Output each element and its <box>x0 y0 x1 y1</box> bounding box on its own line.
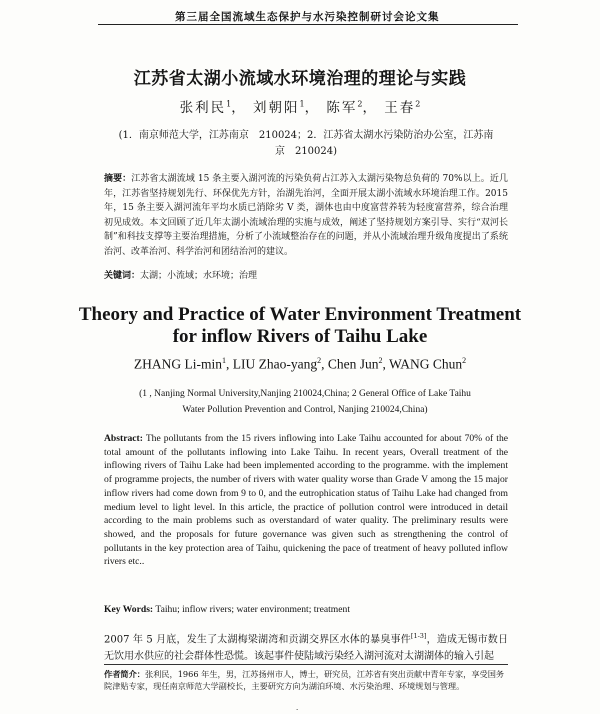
chinese-abstract-label: 摘要： <box>104 174 132 184</box>
author-name: Chen Jun <box>327 356 379 372</box>
chinese-authors: 张利民$^1$， 刘朝阳$^1$， 陈军$^2$， 王春$^2$ <box>179 99 421 116</box>
author-name: 王春 <box>384 100 416 116</box>
english-keywords <box>104 604 508 615</box>
author-sup: 1 <box>299 99 305 109</box>
author-sup: 2 <box>415 99 421 109</box>
chinese-affiliation: (1．南京师范大学，江苏南京 210024；2．江苏省太湖水污染防治办公室，江苏南京 210024) <box>118 130 494 157</box>
chinese-keywords <box>104 268 508 281</box>
english-title-line-2: for inflow Rivers of Taihu Lake <box>172 326 428 347</box>
author-sup: 2 <box>378 356 383 365</box>
body-text-end: ，造成无锡市数日无饮用水供应的社会群体性恐慌。该起事件使陆域污染经入湖河流对太湖湖体的输入引起 <box>104 634 509 663</box>
chinese-keywords-label: 关键词： <box>104 271 141 281</box>
page-mark: · <box>296 706 299 714</box>
chinese-keywords-text: 太湖；小流域；水环境；治理 <box>140 271 258 281</box>
author-name: ZHANG Li-min <box>133 356 222 372</box>
author-sup: 1 <box>222 356 226 365</box>
english-abstract-text: The pollutants from the 15 rivers inflowing into Lake Taihu accounted for about 70% of the total amount of the pollutants inflowing into Lake Taihu. In recent years, Overall treatment of the inflowing rivers of Taihu Lake had been implemented according to the programme. with the implement of programme projects, the number of rivers with water quality worse than Grade V among the 15 major inflow rivers had come down from 9 to 0, and the eutrophication status of Taihu Lake had changed from medium level to light level. In this article, the practice of pollution control were introduced in detail according to the main problems such as overstandard of water quality. The preliminary results were showed, and the proposals for future governance was given such as strengthening the control of pollutants in the key protection area of Taihu, quickening the pace of treatment of heavy polluted inflow rivers etc.. <box>104 433 508 568</box>
author-name: 陈军 <box>326 100 358 116</box>
author-name: WANG Chun <box>388 356 463 372</box>
chinese-abstract-text: 江苏省太湖流域 15 条主要入湖河流的污染负荷占江苏入太湖污染物总负荷的 70%以上。近几年，江苏省坚持规划先行、环保优先方针，治湖先治河，全面开展太湖小流域水环境治理工作。2015 年，15 条主要入湖河流年平均水质已消除劣 V 类，湖体也由中度富营养转为轻度富营养，综合治理初见成效。本文回顾了近几年太湖小流域治理的实施与成效，阐述了坚持规划方案引导、实行“双河长制”和科技支撑等主要治理措施，分析了小流域整治存在的问题，并从小流域治理升级角度提出了系统治河、改革治河、科学治河和团结治河的建议。 <box>104 174 508 257</box>
english-affiliation: (1 , Nanjing Normal University,Nanjing 210024,China; 2 General Office of Lake Taihu Water Pollution Prevention and Control, Nanjing 210024,China) <box>139 389 471 415</box>
footnote-label: 作者简介： <box>104 669 145 679</box>
author-name: 张利民 <box>179 100 227 116</box>
english-authors: ZHANG $Li-\min^1$, LIU Zhao-yang$^2$, Chen Jun$^2$, WANG Chun$^2$ <box>133 356 467 372</box>
footnote-text: 张利民，1966 年生，男，江苏扬州市人，博士，研究员，江苏省有突出贡献中青年专家，享受国务院津贴专家，现任南京师范大学副校长，主要研究方向为湖泊环境、水污染治理、环境规划与管理。 <box>104 669 505 691</box>
header-rule <box>98 24 518 25</box>
chinese-title: 江苏省太湖小流域水环境治理的理论与实践 <box>133 69 467 89</box>
english-abstract <box>104 432 508 569</box>
footnote-rule <box>104 664 508 665</box>
english-keywords-text: Taihu; inflow rivers; water environment; treatment <box>155 604 350 615</box>
author-name: LIU Zhao-yang <box>232 356 318 372</box>
citation-sup: [1-3] <box>410 632 427 640</box>
english-abstract-label: Abstract: <box>104 433 143 444</box>
author-sup: 2 <box>357 99 363 109</box>
english-title-line-1: Theory and Practice of Water Environment Treatment <box>78 304 522 325</box>
running-header: 第三届全国流域生态保护与水污染控制研讨会论文集 <box>175 11 440 23</box>
body-paragraph <box>104 628 508 665</box>
author-sup: 2 <box>317 356 322 365</box>
author-name: 刘朝阳 <box>253 100 300 116</box>
author-footnote <box>104 668 508 692</box>
author-sup: 2 <box>462 356 467 365</box>
chinese-abstract <box>104 172 508 260</box>
body-text-start: 2007 年 5 月底，发生了太湖梅梁湖湾和贡湖交界区水体的暴臭事件 <box>104 634 411 646</box>
author-sup: 1 <box>226 99 232 109</box>
english-keywords-label: Key Words: <box>104 604 154 615</box>
